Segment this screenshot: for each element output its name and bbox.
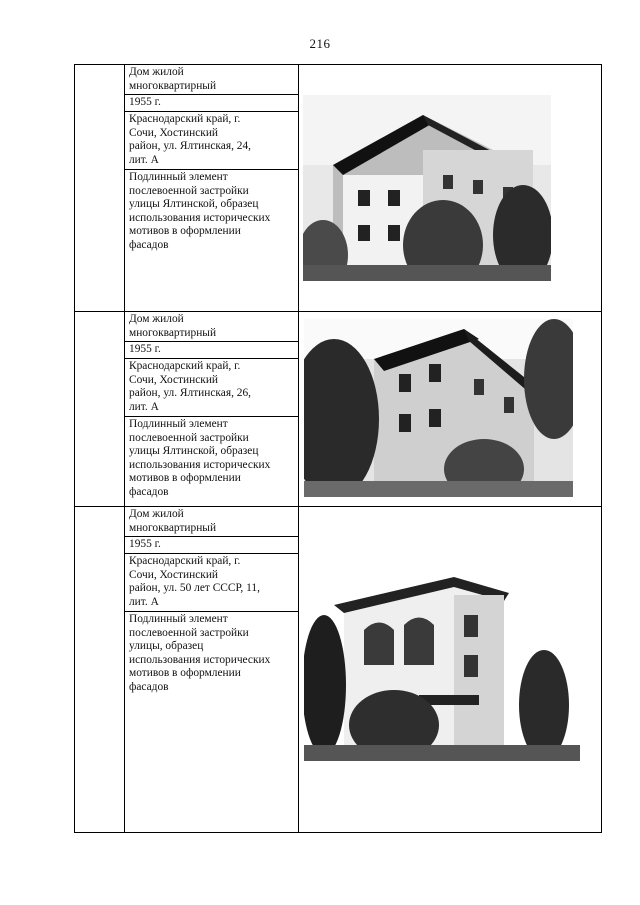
column-divider [298,65,299,832]
object-year: 1955 г. [129,538,161,550]
building-photo-yaltinskaya-24 [303,95,551,281]
object-year: 1955 г. [129,343,161,355]
object-description: Подлинный элемент послевоенной застройки улицы Ялтинской, образец использования исторических мотивов в оформлении фасадов [129,418,271,498]
object-description: Подлинный элемент послевоенной застройки улицы, образец использования исторических мотивов в оформлении фасадов [129,613,271,693]
object-title: Дом жилой многоквартирный [129,508,217,534]
row-divider [75,311,601,312]
page-number: 216 [309,36,331,51]
column-divider [124,65,125,832]
object-description: Подлинный элемент послевоенной застройки улицы Ялтинской, образец использования исторических мотивов в оформлении фасадов [129,171,271,251]
cell-divider [124,111,298,112]
cell-divider [124,553,298,554]
cell-divider [124,611,298,612]
object-address: Краснодарский край, г. Сочи, Хостинский район, ул. 50 лет СССР, 11, лит. А [129,555,260,608]
cell-divider [124,536,298,537]
object-title: Дом жилой многоквартирный [129,313,217,339]
monuments-table [74,64,602,833]
building-photo-yaltinskaya-26 [304,319,573,497]
building-photo-50-let-sssr-11 [304,575,580,761]
cell-divider [124,94,298,95]
cell-divider [124,416,298,417]
cell-divider [124,341,298,342]
object-year: 1955 г. [129,96,161,108]
cell-divider [124,169,298,170]
object-address: Краснодарский край, г. Сочи, Хостинский район, ул. Ялтинская, 26, лит. А [129,360,252,413]
object-address: Краснодарский край, г. Сочи, Хостинский район, ул. Ялтинская, 24, лит. А [129,113,252,166]
cell-divider [124,358,298,359]
row-divider [75,506,601,507]
object-title: Дом жилой многоквартирный [129,66,217,92]
